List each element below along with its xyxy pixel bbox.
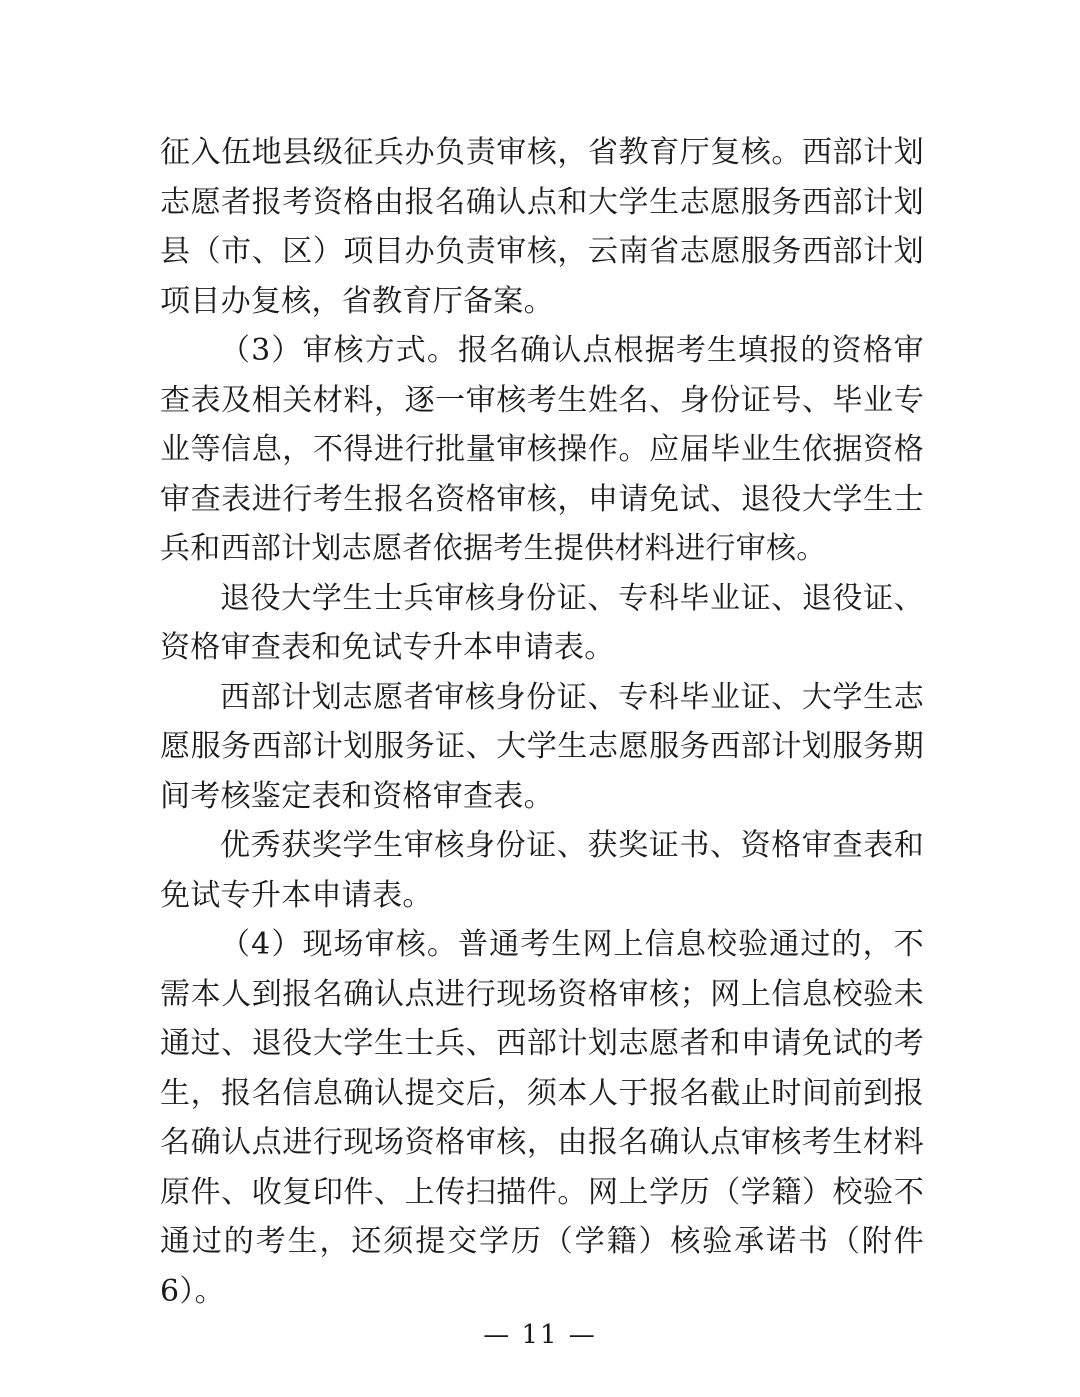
paragraph-onsite-review: （4）现场审核。普通考生网上信息校验通过的，不需本人到报名确认点进行现场资格审核；网上信息校验未通过、退役大学生士兵、西部计划志愿者和申请免试的考生，报名信息确认提交后，须本人于报名截止时间前到报名确认点进行现场资格审核，由报名确认点审核考生材料原件、收复印件、上传扫描件。网上学历（学籍）校验不通过的考生，还须提交学历（学籍）核验承诺书（附件6）。 (160, 927, 924, 1309)
paragraph-award-student-documents: 优秀获奖学生审核身份证、获奖证书、资格审查表和免试专升本申请表。 (160, 828, 924, 913)
document-body (160, 128, 924, 1316)
page-number: — 11 — (483, 1320, 597, 1350)
paragraph-continued-review: 征入伍地县级征兵办负责审核，省教育厅复核。西部计划志愿者报考资格由报名确认点和大学生志愿服务西部计划县（市、区）项目办负责审核，云南省志愿服务西部计划项目办复核，省教育厅备案。 (160, 135, 924, 319)
paragraph-review-method: （3）审核方式。报名确认点根据考生填报的资格审查表及相关材料，逐一审核考生姓名、身份证号、毕业专业等信息，不得进行批量审核操作。应届毕业生依据资格审查表进行考生报名资格审核，申请免试、退役大学生士兵和西部计划志愿者依据考生提供材料进行审核。 (160, 333, 924, 566)
paragraph-veteran-documents: 退役大学生士兵审核身份证、专科毕业证、退役证、资格审查表和免试专升本申请表。 (160, 580, 924, 665)
paragraph-western-volunteer-documents: 西部计划志愿者审核身份证、专科毕业证、大学生志愿服务西部计划服务证、大学生志愿服务西部计划服务期间考核鉴定表和资格审查表。 (160, 679, 924, 814)
